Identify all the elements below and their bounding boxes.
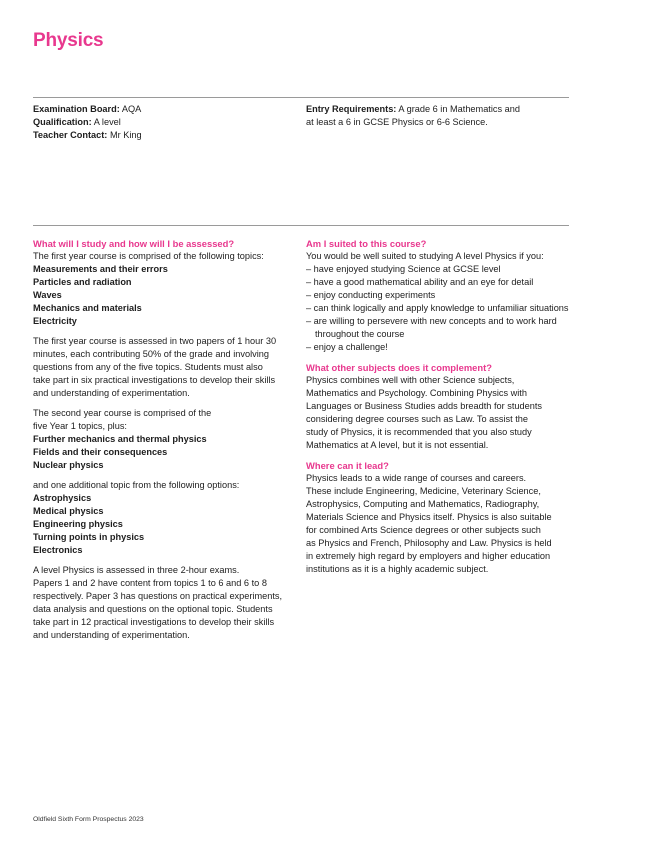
topic-item: Electricity [33,316,77,326]
entry-requirements [306,103,568,129]
qualification-value: A level [93,117,121,127]
suitability-column [306,237,570,576]
lead-line: for combined Arts Science degrees or other subjects such [306,525,541,535]
study-intro: The first year course is comprised of the following topics: [33,251,264,261]
exams-line: take part in 12 practical investigations to develop their skills [33,617,275,627]
qualification-label: Qualification: [33,117,92,127]
assessment-line: questions from any of the five topics. Students must also [33,362,263,372]
option-item: Medical physics [33,506,104,516]
exams-line: data analysis and questions on the optional topic. Students [33,604,273,614]
suited-item: – have a good mathematical ability and an eye for detail [306,277,534,287]
exams-line: Papers 1 and 2 have content from topics 1 to 6 and 6 to 8 [33,578,267,588]
exam-board-label: Examination Board: [33,104,120,114]
topic-item: Fields and their consequences [33,447,168,457]
complement-line: considering degree courses such as Law. To assist the [306,414,528,424]
topic-item: Particles and radiation [33,277,132,287]
complement-heading: What other subjects does it complement? [306,362,492,373]
entry-value-1: A grade 6 in Mathematics and [398,104,520,114]
complement-line: study of Physics, it is recommended that you also study [306,427,532,437]
topic-item: Mechanics and materials [33,303,142,313]
lead-line: These include Engineering, Medicine, Veterinary Science, [306,486,541,496]
entry-line-1 [306,103,568,116]
topic-item: Nuclear physics [33,460,104,470]
assessment-line: minutes, each contributing 50% of the grade and involving [33,349,269,359]
option-item: Turning points in physics [33,532,145,542]
exam-board-value: AQA [121,104,142,114]
lead-heading: Where can it lead? [306,460,389,471]
exams-line: A level Physics is assessed in three 2-hour exams. [33,565,240,575]
exams-line: respectively. Paper 3 has questions on practical experiments, [33,591,283,601]
divider [33,97,569,98]
page-title: Physics [33,30,104,51]
suited-item: – can think logically and apply knowledge to unfamiliar situations [306,303,569,313]
page-footer: Oldfield Sixth Form Prospectus 2023 [33,816,144,823]
exam-board [33,103,283,116]
option-item: Astrophysics [33,493,92,503]
study-column [33,237,295,642]
suited-item: – have enjoyed studying Science at GCSE level [306,264,501,274]
topic-item: Measurements and their errors [33,264,168,274]
course-meta [33,103,283,142]
option-item: Electronics [33,545,83,555]
complement-line: Mathematics and Psychology. Combining Physics with [306,388,527,398]
options-intro: and one additional topic from the following options: [33,480,240,490]
qualification [33,116,283,129]
lead-line: institutions as it is a highly academic subject. [306,564,489,574]
teacher-label: Teacher Contact: [33,130,108,140]
teacher-contact [33,129,283,142]
assessment-line: take part in six practical investigations to develop their skills [33,375,276,385]
divider [33,225,569,226]
option-item: Engineering physics [33,519,123,529]
assessment-line: and understanding of experimentation. [33,388,190,398]
lead-line: Astrophysics, Computing and Mathematics, Radiography, [306,499,540,509]
year2-intro-line: The second year course is comprised of the [33,408,212,418]
exams-line: and understanding of experimentation. [33,630,190,640]
suited-item: – enjoy a challenge! [306,342,388,352]
suited-heading: Am I suited to this course? [306,238,427,249]
topic-item: Further mechanics and thermal physics [33,434,207,444]
complement-line: Physics combines well with other Science subjects, [306,375,515,385]
study-heading: What will I study and how will I be assessed? [33,238,235,249]
lead-line: Physics leads to a wide range of courses and careers. [306,473,527,483]
year2-intro-line: five Year 1 topics, plus: [33,421,127,431]
suited-intro: You would be well suited to studying A level Physics if you: [306,251,544,261]
complement-line: Languages or Business Studies adds breadth for students [306,401,542,411]
lead-line: in extremely high regard by employers and higher education [306,551,551,561]
topic-item: Waves [33,290,62,300]
assessment-line: The first year course is assessed in two papers of 1 hour 30 [33,336,277,346]
lead-line: as Physics and French, Philosophy and Law. Physics is held [306,538,552,548]
entry-line-2: at least a 6 in GCSE Physics or 6-6 Science. [306,117,488,127]
suited-item: – enjoy conducting experiments [306,290,436,300]
suited-item: – are willing to persevere with new concepts and to work hard throughout the course [306,316,557,339]
lead-line: Materials Science and Physics itself. Physics is also suitable [306,512,552,522]
entry-label: Entry Requirements: [306,104,397,114]
complement-line: Mathematics at A level, but it is not essential. [306,440,489,450]
teacher-value: Mr King [109,130,142,140]
